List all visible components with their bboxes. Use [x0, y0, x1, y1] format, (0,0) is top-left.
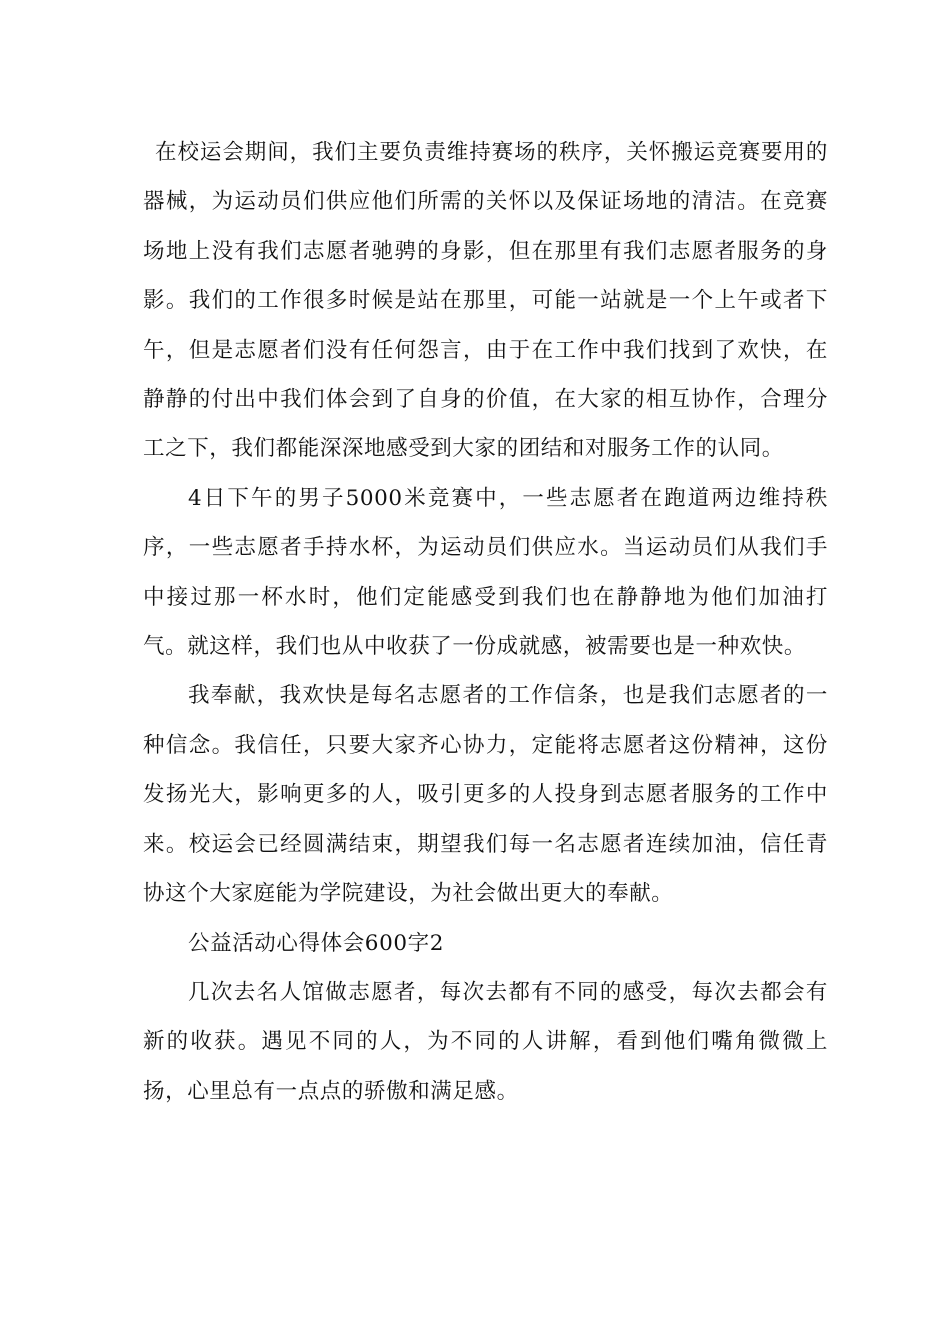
- paragraph-museum-volunteer: 几次去名人馆做志愿者，每次去都有不同的感受，每次去都会有新的收获。遇见不同的人，为不同的人讲解，看到他们嘴角微微上扬，心里总有一点点的骄傲和满足感。: [143, 979, 828, 1104]
- paragraph-volunteer-duties: 在校运会期间，我们主要负责维持赛场的秩序，关怀搬运竞赛要用的器械，为运动员们供应他们所需的关怀以及保证场地的清洁。在竞赛场地上没有我们志愿者驰骋的身影，但在那里有我们志愿者服务的身影。我们的工作很多时候是站在那里，可能一站就是一个上午或者下午，但是志愿者们没有任何怨言，由于在工作中我们找到了欢快，在静静的付出中我们体会到了自身的价值，在大家的相互协作，合理分工之下，我们都能深深地感受到大家的团结和对服务工作的认同。: [143, 140, 828, 462]
- paragraph-5000m-race: 4日下午的男子5000米竞赛中，一些志愿者在跑道两边维持秩序，一些志愿者手持水杯，为运动员们供应水。当运动员们从我们手中接过那一杯水时，他们定能感受到我们也在静静地为他们加油打气。就这样，我们也从中收获了一份成就感，被需要也是一种欢快。: [143, 485, 828, 660]
- document-body: [143, 128, 828, 1116]
- section-heading: 公益活动心得体会600字2: [188, 930, 445, 956]
- paragraph-volunteer-creed: 我奉献，我欢快是每名志愿者的工作信条，也是我们志愿者的一种信念。我信任，只要大家齐心协力，定能将志愿者这份精神，这份发扬光大，影响更多的人，吸引更多的人投身到志愿者服务的工作中来。校运会已经圆满结束，期望我们每一名志愿者连续加油，信任青协这个大家庭能为学院建设，为社会做出更大的奉献。: [143, 683, 828, 907]
